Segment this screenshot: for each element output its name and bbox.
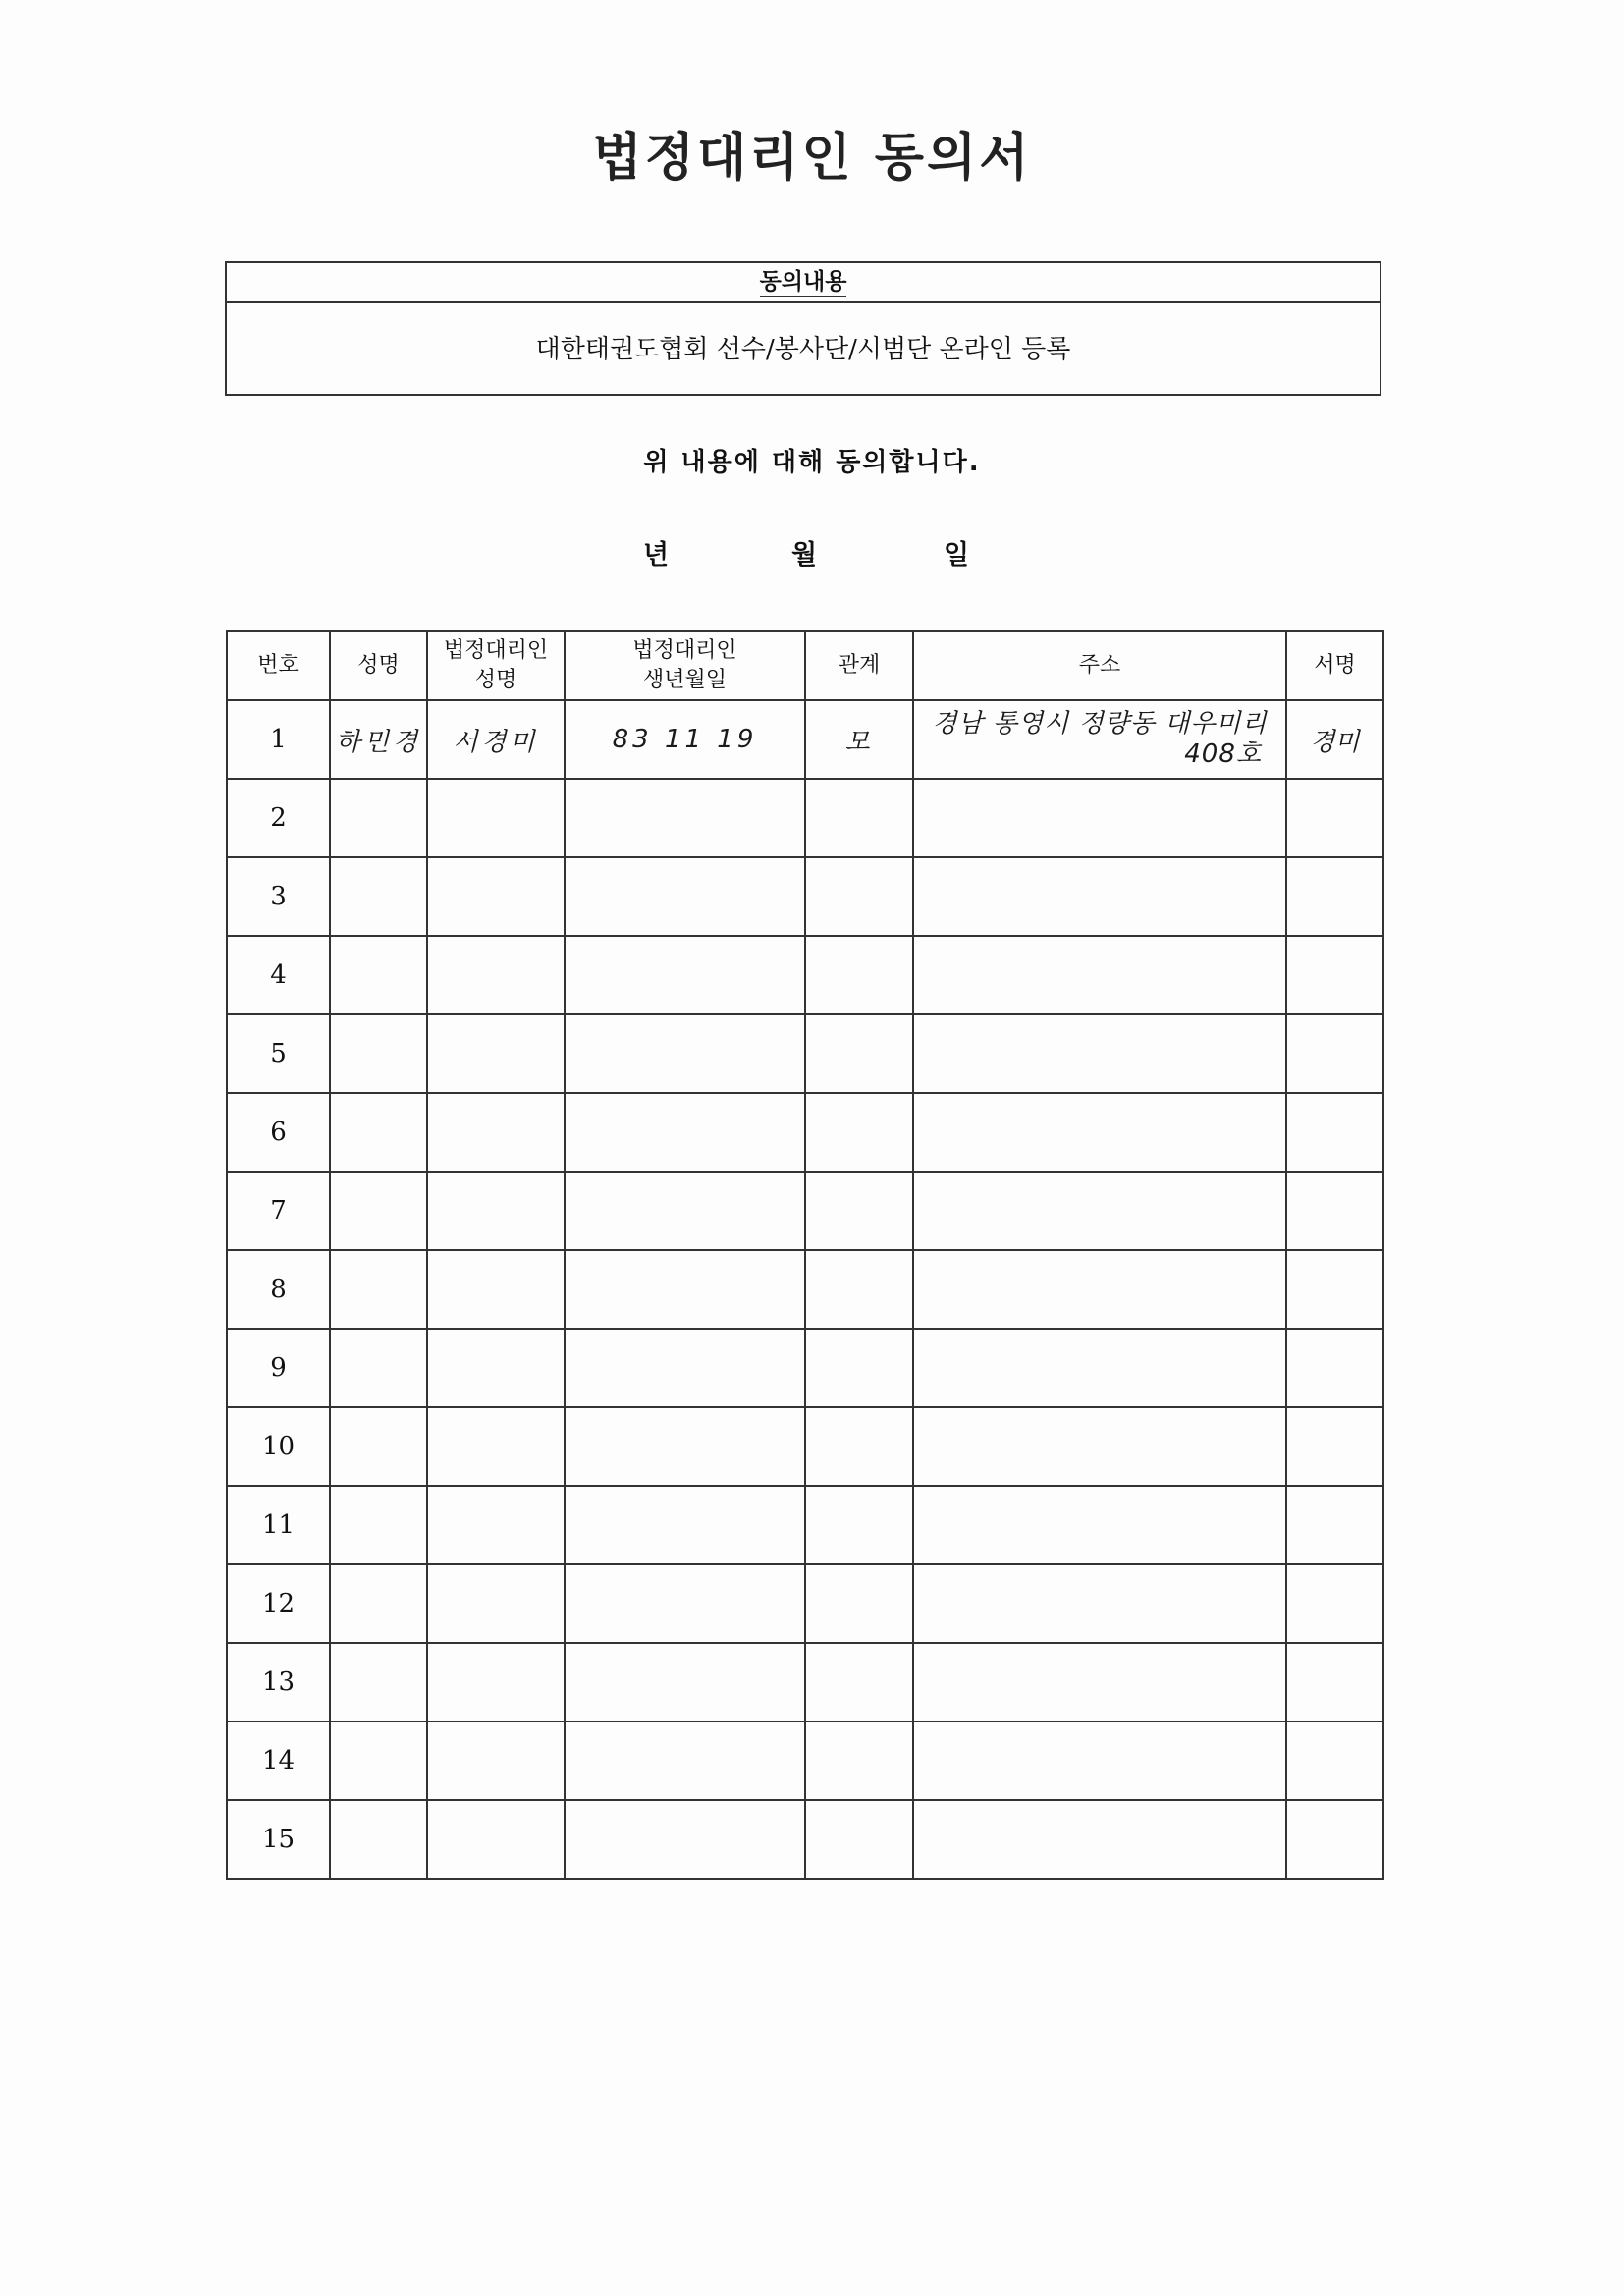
empty-cell [330,1407,427,1486]
row-number: 4 [227,936,330,1014]
empty-cell [330,1014,427,1093]
empty-cell [330,1800,427,1879]
handwritten-rep-birth: 83 11 19 [565,700,805,779]
empty-cell [330,1172,427,1250]
table-row [227,1800,1383,1879]
empty-cell [805,1643,913,1722]
table-row [227,700,1383,779]
empty-cell [913,1800,1286,1879]
header-signature: 서명 [1286,631,1383,700]
table-row [227,779,1383,857]
empty-cell [913,1564,1286,1643]
empty-cell [805,1172,913,1250]
handwritten-relation: 모 [805,700,913,779]
empty-cell [565,1093,805,1172]
row-number: 7 [227,1172,330,1250]
empty-cell [330,1329,427,1407]
empty-cell [565,1722,805,1800]
header-no: 번호 [227,631,330,700]
empty-cell [330,1093,427,1172]
empty-cell [805,1486,913,1564]
table-row [227,1486,1383,1564]
empty-cell [565,936,805,1014]
empty-cell [427,779,565,857]
empty-cell [427,1564,565,1643]
empty-cell [1286,1329,1383,1407]
table-row [227,1250,1383,1329]
empty-cell [565,1172,805,1250]
empty-cell [427,1172,565,1250]
empty-cell [565,857,805,936]
table-row [227,1093,1383,1172]
empty-cell [805,1800,913,1879]
empty-cell [1286,1800,1383,1879]
empty-cell [1286,936,1383,1014]
empty-cell [427,1093,565,1172]
empty-cell [805,1093,913,1172]
empty-cell [330,1643,427,1722]
row-number: 6 [227,1093,330,1172]
empty-cell [565,1329,805,1407]
table-row [227,1643,1383,1722]
header-name: 성명 [330,631,427,700]
date-year-label: 년 [643,540,670,571]
empty-cell [913,1407,1286,1486]
table-row [227,936,1383,1014]
empty-cell [565,1014,805,1093]
row-number: 8 [227,1250,330,1329]
empty-cell [565,1486,805,1564]
table-row [227,1407,1383,1486]
empty-cell [565,1564,805,1643]
empty-cell [1286,1643,1383,1722]
empty-cell [805,936,913,1014]
table-header-row [227,631,1383,700]
row-number: 2 [227,779,330,857]
empty-cell [913,1643,1286,1722]
row-number: 12 [227,1564,330,1643]
document-title: 법정대리인 동의서 [592,129,1032,188]
empty-cell [330,779,427,857]
empty-cell [565,1407,805,1486]
empty-cell [330,1722,427,1800]
guardian-table [226,630,1384,1880]
header-rep-birth-line2: 생년월일 [642,668,727,692]
empty-cell [1286,1093,1383,1172]
handwritten-address-line1: 경남 통영시 정량동 대우미리 [932,708,1268,738]
table-row [227,1329,1383,1407]
empty-cell [1286,779,1383,857]
empty-cell [427,1800,565,1879]
empty-cell [1286,1564,1383,1643]
empty-cell [913,857,1286,936]
empty-cell [1286,1172,1383,1250]
date-month-label: 월 [791,540,818,571]
empty-cell [565,779,805,857]
consent-box [225,261,1381,396]
empty-cell [330,936,427,1014]
empty-cell [427,1643,565,1722]
table-row [227,1014,1383,1093]
row-number: 11 [227,1486,330,1564]
row-number: 9 [227,1329,330,1407]
agreement-text: 위 내용에 대해 동의합니다. [643,448,981,477]
empty-cell [427,1407,565,1486]
empty-cell [913,936,1286,1014]
header-relation: 관계 [805,631,913,700]
empty-cell [805,1407,913,1486]
consent-heading-label: 동의내용 [759,269,847,295]
empty-cell [913,1014,1286,1093]
table-row [227,1172,1383,1250]
handwritten-signature: 경미 [1286,700,1383,779]
empty-cell [1286,1014,1383,1093]
empty-cell [913,1093,1286,1172]
empty-cell [330,1564,427,1643]
empty-cell [805,779,913,857]
empty-cell [913,1250,1286,1329]
empty-cell [805,1329,913,1407]
empty-cell [913,1486,1286,1564]
empty-cell [565,1800,805,1879]
empty-cell [805,1014,913,1093]
header-rep-name [427,631,565,700]
empty-cell [1286,857,1383,936]
table-row [227,1564,1383,1643]
handwritten-name: 하민경 [330,700,427,779]
empty-cell [330,1250,427,1329]
handwritten-rep-name: 서경미 [427,700,565,779]
row-number: 10 [227,1407,330,1486]
empty-cell [913,1329,1286,1407]
row-number: 1 [227,700,330,779]
table-row [227,1722,1383,1800]
empty-cell [805,1564,913,1643]
header-rep-birth-line1: 법정대리인 [632,638,737,664]
empty-cell [913,1722,1286,1800]
empty-cell [805,1250,913,1329]
header-rep-name-line2: 성명 [474,668,517,692]
empty-cell [427,1014,565,1093]
empty-cell [1286,1722,1383,1800]
empty-cell [913,779,1286,857]
empty-cell [913,1172,1286,1250]
empty-cell [565,1643,805,1722]
empty-cell [1286,1407,1383,1486]
empty-cell [427,1722,565,1800]
header-rep-name-line1: 법정대리인 [443,638,549,664]
empty-cell [565,1250,805,1329]
consent-heading [227,263,1380,303]
empty-cell [1286,1486,1383,1564]
empty-cell [427,1486,565,1564]
empty-cell [427,936,565,1014]
empty-cell [805,1722,913,1800]
row-number: 14 [227,1722,330,1800]
empty-cell [427,1250,565,1329]
date-day-label: 일 [944,540,970,571]
handwritten-address-line2: 408호 [1184,739,1262,769]
empty-cell [330,857,427,936]
header-rep-birth [565,631,805,700]
empty-cell [427,1329,565,1407]
row-number: 15 [227,1800,330,1879]
consent-content: 대한태권도협회 선수/봉사단/시범단 온라인 등록 [535,335,1071,364]
empty-cell [1286,1250,1383,1329]
header-address: 주소 [913,631,1286,700]
empty-cell [427,857,565,936]
empty-cell [805,857,913,936]
handwritten-address [913,700,1286,779]
row-number: 3 [227,857,330,936]
table-row [227,857,1383,936]
empty-cell [330,1486,427,1564]
row-number: 13 [227,1643,330,1722]
row-number: 5 [227,1014,330,1093]
